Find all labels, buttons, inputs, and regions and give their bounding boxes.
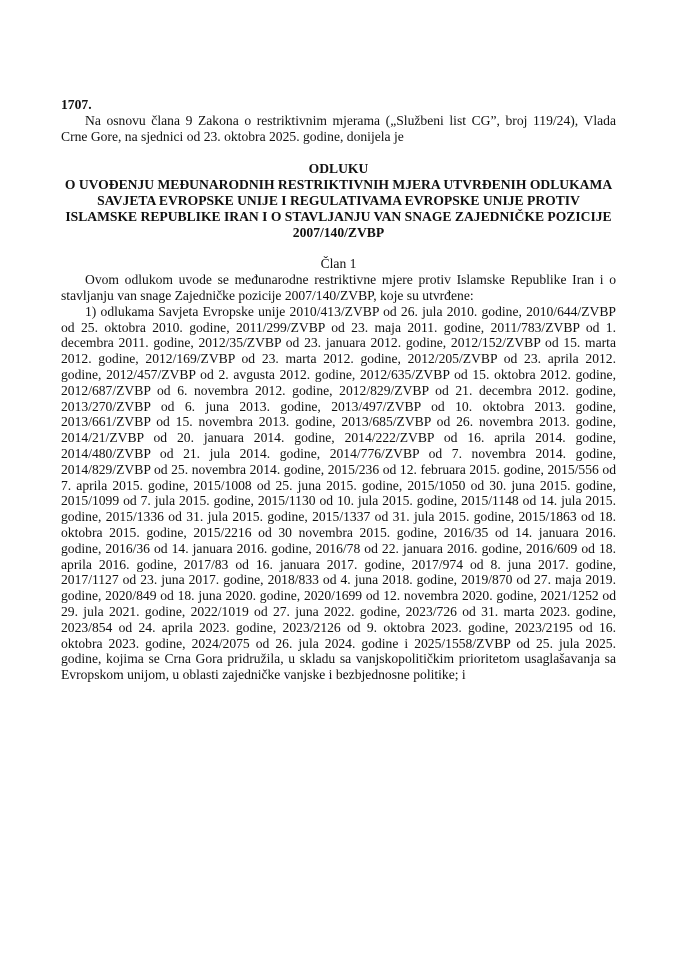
article-label: Član 1 <box>320 256 357 272</box>
title-subheading: O UVOĐENJU MEĐUNARODNIH RESTRIKTIVNIH MJERA UTVRĐENIH ODLUKAMA SAVJETA EVROPSKE UNIJE I REGULATIVAMA EVROPSKE UNIJE PROTIV ISLAMSKE REPUBLIKE IRAN I O STAVLJANJU VAN SNAGE ZAJEDNIČKE POZICIJE 2007/140/ZVBP <box>64 177 613 240</box>
document-page <box>61 97 616 683</box>
title-heading: ODLUKU <box>308 161 369 177</box>
decision-number: 1707. <box>61 97 92 112</box>
article-intro: Ovom odlukom uvode se međunarodne restriktivne mjere protiv Islamske Republike Iran i o stavljanju van snage Zajedničke pozicije 2007/140/ZVBP, koje su utvrđene: <box>61 272 616 303</box>
article-item-1: 1) odlukama Savjeta Evropske unije 2010/413/ZVBP od 26. jula 2010. godine, 2010/644/ZVBP od 25. oktobra 2010. godine, 2011/299/ZVBP od 23. maja 2011. godine, 2011/783/ZVBP od 1. decembra 2011. godine, 2012/35/ZVBP od 23. januara 2012. godine, 2012/152/ZVBP od 15. marta 2012. godine, 2012/169/ZVBP od 23. marta 2012. godine, 2012/205/ZVBP od 23. aprila 2012. godine, 2012/457/ZVBP od 2. avgusta 2012. godine, 2012/635/ZVBP od 15. oktobra 2012. godine, 2012/687/ZVBP od 6. novembra 2012. godine, 2012/829/ZVBP od 21. decembra 2012. godine, 2013/270/ZVBP od 6. juna 2013. godine, 2013/497/ZVBP od 10. oktobra 2013. godine, 2013/661/ZVBP od 15. novembra 2013. godine, 2013/685/ZVBP od 26. novembra 2013. godine, 2014/21/ZVBP od 20. januara 2014. godine, 2014/222/ZVBP od 16. aprila 2014. godine, 2014/480/ZVBP od 21. jula 2014. godine, 2014/776/ZVBP od 7. novembra 2014. godine, 2014/829/ZVBP od 25. novembra 2014. godine, 2015/236 od 12. februara 2015. godine, 2015/556 od 7. aprila 2015. godine, 2015/1008 od 25. juna 2015. godine, 2015/1050 od 30. juna 2015. godine, 2015/1099 od 7. jula 2015. godine, 2015/1130 od 10. jula 2015. godine, 2015/1148 od 14. jula 2015. godine, 2015/1336 od 31. jula 2015. godine, 2015/1337 od 31. jula 2015. godine, 2015/1863 od 18. oktobra 2015. godine, 2015/2216 od 30 novembra 2015. godine, 2016/35 od 14. januara 2016. godine, 2016/36 od 14. januara 2016. godine, 2016/78 od 22. januara 2016. godine, 2016/609 od 18. aprila 2016. godine, 2017/83 od 16. januara 2017. godine, 2017/974 od 8. juna 2017. godine, 2017/1127 od 23. juna 2017. godine, 2018/833 od 4. juna 2018. godine, 2019/870 od 27. maja 2019. godine, 2020/849 od 18. juna 2020. godine, 2020/1699 od 12. novembra 2020. godine, 2021/1252 od 29. jula 2021. godine, 2022/1019 od 27. juna 2022. godine, 2023/726 od 31. marta 2023. godine, 2023/854 od 24. aprila 2023. godine, 2023/2126 od 9. oktobra 2023. godine, 2023/2195 od 16. oktobra 2023. godine, 2024/2075 od 26. jula 2024. godine i 2025/1558/ZVBP od 25. jula 2025. godine, kojima se Crna Gora pridružila, u skladu sa vanjskopolitičkim prioritetom usaglašavanja sa Evropskom unijom, u oblasti zajedničke vanjske i bezbjednosne politike; i <box>61 303 616 683</box>
intro-paragraph: Na osnovu člana 9 Zakona o restriktivnim mjerama („Službeni list CG”, broj 119/24), Vlada Crne Gore, na sjednici od 23. oktobra 2025. godine, donijela je <box>61 112 616 144</box>
decision-title <box>61 161 616 240</box>
